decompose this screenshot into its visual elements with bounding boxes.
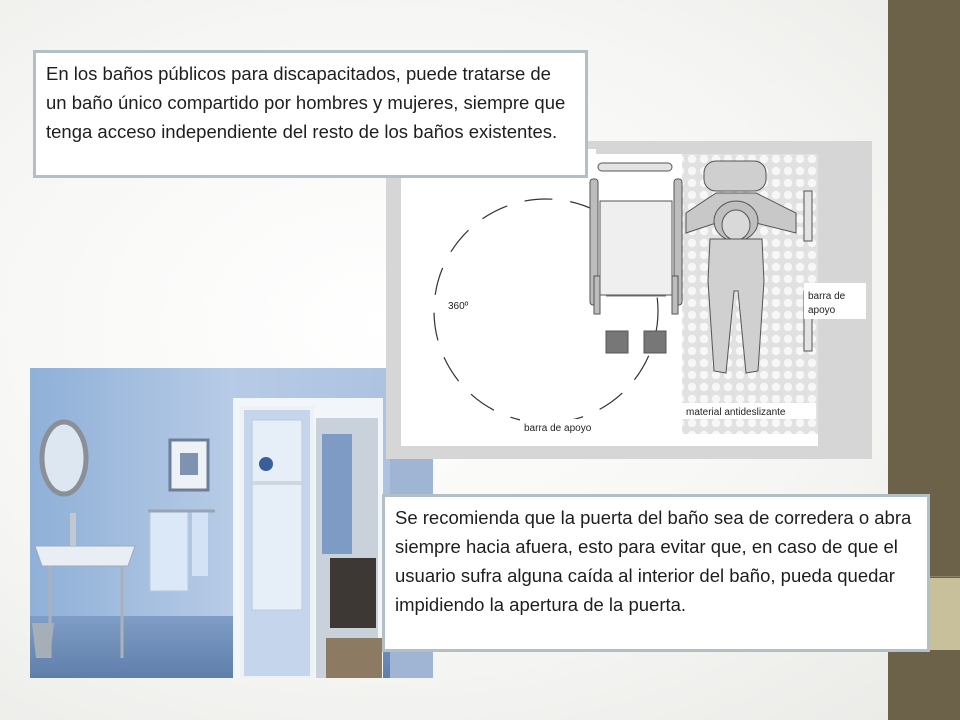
accessible-bathroom-diagram	[386, 141, 872, 459]
diagram-label-right-bar-1: barra de	[808, 291, 846, 302]
diagram-label-bottom-bar: barra de apoyo	[524, 423, 592, 434]
text-bottom: Se recomienda que la puerta del baño sea de corredera o abra siempre hacia afuera, esto para evitar que, en caso de que el usuario sufra alguna caída al interior del baño, pueda quedar impidiendo la apertura de la puerta.	[395, 507, 912, 615]
diagram-label-floor: material antideslizante	[686, 407, 786, 418]
diagram-label-360: 360º	[448, 301, 469, 312]
text-top: En los baños públicos para discapacitados, puede tratarse de un baño único compartido por hombres y mujeres, siempre que tenga acceso independiente del resto de los baños existentes.	[46, 63, 566, 142]
side-accent	[930, 578, 960, 650]
diagram-label-right-bar-2: apoyo	[808, 305, 836, 316]
bathroom-photo	[30, 368, 433, 678]
text-box-bottom	[382, 494, 930, 652]
text-box-top	[33, 50, 588, 178]
